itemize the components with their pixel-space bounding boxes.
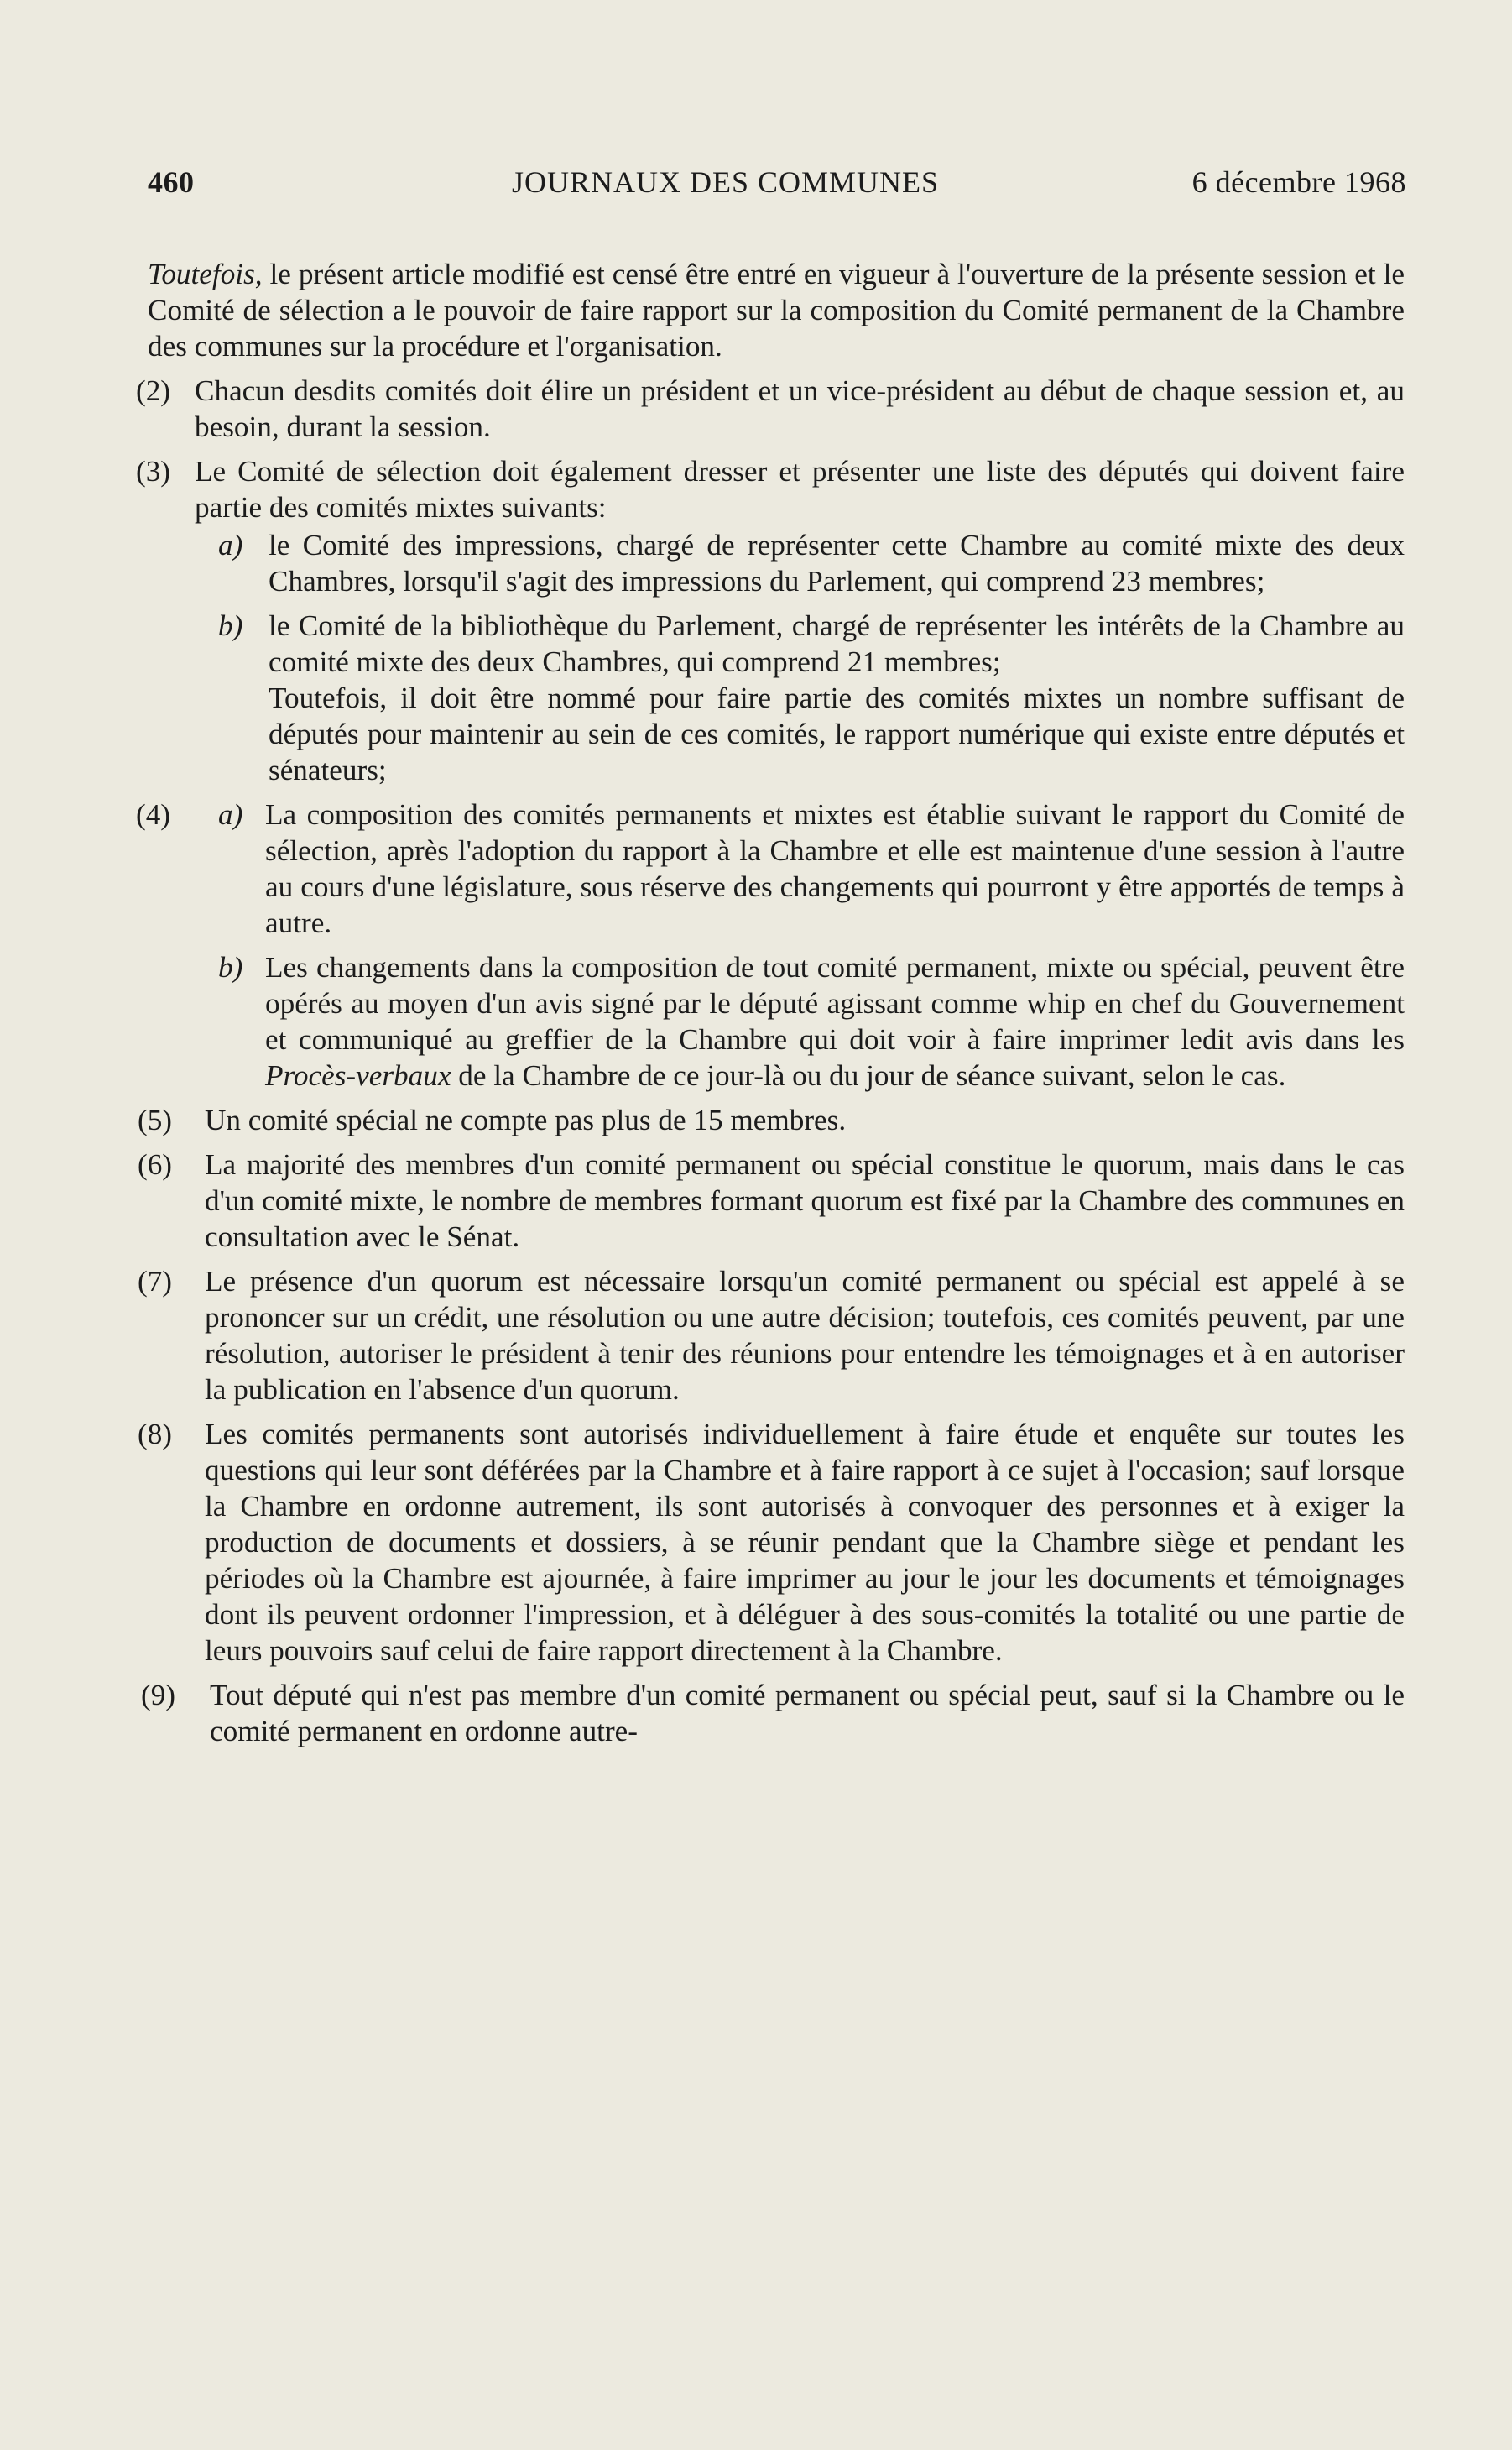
intro-lead: Toutefois, bbox=[148, 258, 263, 290]
item-number: (8) bbox=[138, 1418, 173, 1450]
item-number: (7) bbox=[138, 1265, 173, 1298]
sub-item-text: le Comité de la bibliothèque du Parlement, chargé de représenter les intérêts de la Chambre au comité mixte des deux Chambres, qui comprend 21 membres; bbox=[269, 609, 1405, 678]
item-number: (4) bbox=[136, 798, 171, 831]
document-body bbox=[136, 256, 1405, 1749]
page-date: 6 décembre 1968 bbox=[1191, 165, 1406, 199]
item-number: (2) bbox=[136, 374, 171, 407]
sub-item-text: Les changements dans la composition de tout comité permanent, mixte ou spécial, peuvent être opérés au moyen d'un avis signé par le député agissant comme whip en chef du Gouvernement et communiqué au greffier de la Chambre qui doit voir à faire imprimer ledit avis dans les bbox=[265, 951, 1405, 1056]
sub-item-italic: Procès-verbaux bbox=[265, 1059, 451, 1092]
item-text: Le Comité de sélection doit également dresser et présenter une liste des députés qui doivent faire partie des comités mixtes suivants: bbox=[195, 455, 1405, 524]
item-text: Le présence d'un quorum est nécessaire lorsqu'un comité permanent ou spécial est appelé à se prononcer sur un crédit, une résolution ou une autre décision; toutefois, ces comités peuvent, par une résolution, autoriser le président à tenir des réunions pour entendre les témoignages et à en autoriser la publication en l'absence d'un quorum. bbox=[205, 1265, 1405, 1406]
sub-item-letter: a) bbox=[218, 798, 243, 831]
item-text: La majorité des membres d'un comité permanent ou spécial constitue le quorum, mais dans le cas d'un comité mixte, le nombre de membres formant quorum est fixé par la Chambre des communes en consultation avec le Sénat. bbox=[205, 1148, 1405, 1253]
item-number: (5) bbox=[138, 1104, 173, 1136]
item-text: Chacun desdits comités doit élire un président et un vice-président au début de chaque session et, au besoin, durant la session. bbox=[195, 374, 1405, 443]
article-item-9 bbox=[141, 1677, 1405, 1749]
item-text: Les comités permanents sont autorisés individuellement à faire étude et enquête sur toutes les questions qui leur sont déférées par la Chambre et à faire rapport à ce sujet à l'occasion; sauf lorsque la Chambre en ordonne autrement, ils sont autorisés à convoquer des personnes et à exiger la production de documents et dossiers, à se réunir pendant que la Chambre siège et pendant les périodes où la Chambre est ajournée, à faire imprimer au jour le jour les documents et témoignages dont ils peuvent ordonner l'impression, et à déléguer à des sous-comités la totalité ou une partie de leurs pouvoirs sauf celui de faire rapport directement à la Chambre. bbox=[205, 1418, 1405, 1667]
sub-item-letter: b) bbox=[218, 609, 243, 642]
intro-paragraph bbox=[148, 256, 1405, 364]
item-number: (3) bbox=[136, 455, 171, 488]
item-number: (9) bbox=[141, 1679, 176, 1711]
sub-item-text-after: de la Chambre de ce jour-là ou du jour de séance suivant, selon le cas. bbox=[458, 1059, 1286, 1092]
sub-item-b bbox=[148, 949, 1405, 1094]
sub-item-a bbox=[136, 797, 1405, 941]
page-header bbox=[148, 165, 1406, 206]
journal-title: JOURNAUX DES COMMUNES bbox=[512, 165, 940, 199]
sub-item-text: le Comité des impressions, chargé de représenter cette Chambre au comité mixte des deux Chambres, lorsqu'il s'agit des impressions du Parlement, qui comprend 23 membres; bbox=[269, 529, 1405, 598]
sub-item-letter: b) bbox=[218, 951, 243, 984]
sub-item-note: Toutefois, il doit être nommé pour faire partie des comités mixtes un nombre suffisant de députés pour maintenir au sein de ces comités, le rapport numérique qui existe entre députés et sénateurs; bbox=[269, 682, 1405, 786]
article-item-8 bbox=[138, 1416, 1405, 1669]
sub-item-b bbox=[195, 608, 1405, 788]
sub-item-text: La composition des comités permanents et mixtes est établie suivant le rapport du Comité de sélection, après l'adoption du rapport à la Chambre et elle est maintenue d'une session à l'autre au cours d'une législature, sous réserve des changements qui pourront y être apportés de temps à autre. bbox=[265, 798, 1405, 939]
item-text: Un comité spécial ne compte pas plus de 15 membres. bbox=[205, 1104, 847, 1136]
item-number: (6) bbox=[138, 1148, 173, 1181]
article-item-7 bbox=[138, 1263, 1405, 1408]
sub-item-letter: a) bbox=[218, 529, 243, 562]
item-text: Tout député qui n'est pas membre d'un comité permanent ou spécial peut, sauf si la Chambre ou le comité permanent en ordonne autre- bbox=[210, 1679, 1405, 1747]
sub-item-a bbox=[195, 527, 1405, 599]
article-item-5 bbox=[138, 1102, 1405, 1138]
article-item-6 bbox=[138, 1147, 1405, 1255]
article-item-3 bbox=[136, 453, 1405, 788]
article-item-2 bbox=[136, 373, 1405, 445]
intro-text: le présent article modifié est censé être entré en vigueur à l'ouverture de la présente session et le Comité de sélection a le pouvoir de faire rapport sur la composition du Comité permanent de la Chambre des communes sur la procédure et l'organisation. bbox=[148, 258, 1405, 363]
page-number: 460 bbox=[148, 165, 195, 199]
article-item-4 bbox=[136, 797, 1405, 1094]
